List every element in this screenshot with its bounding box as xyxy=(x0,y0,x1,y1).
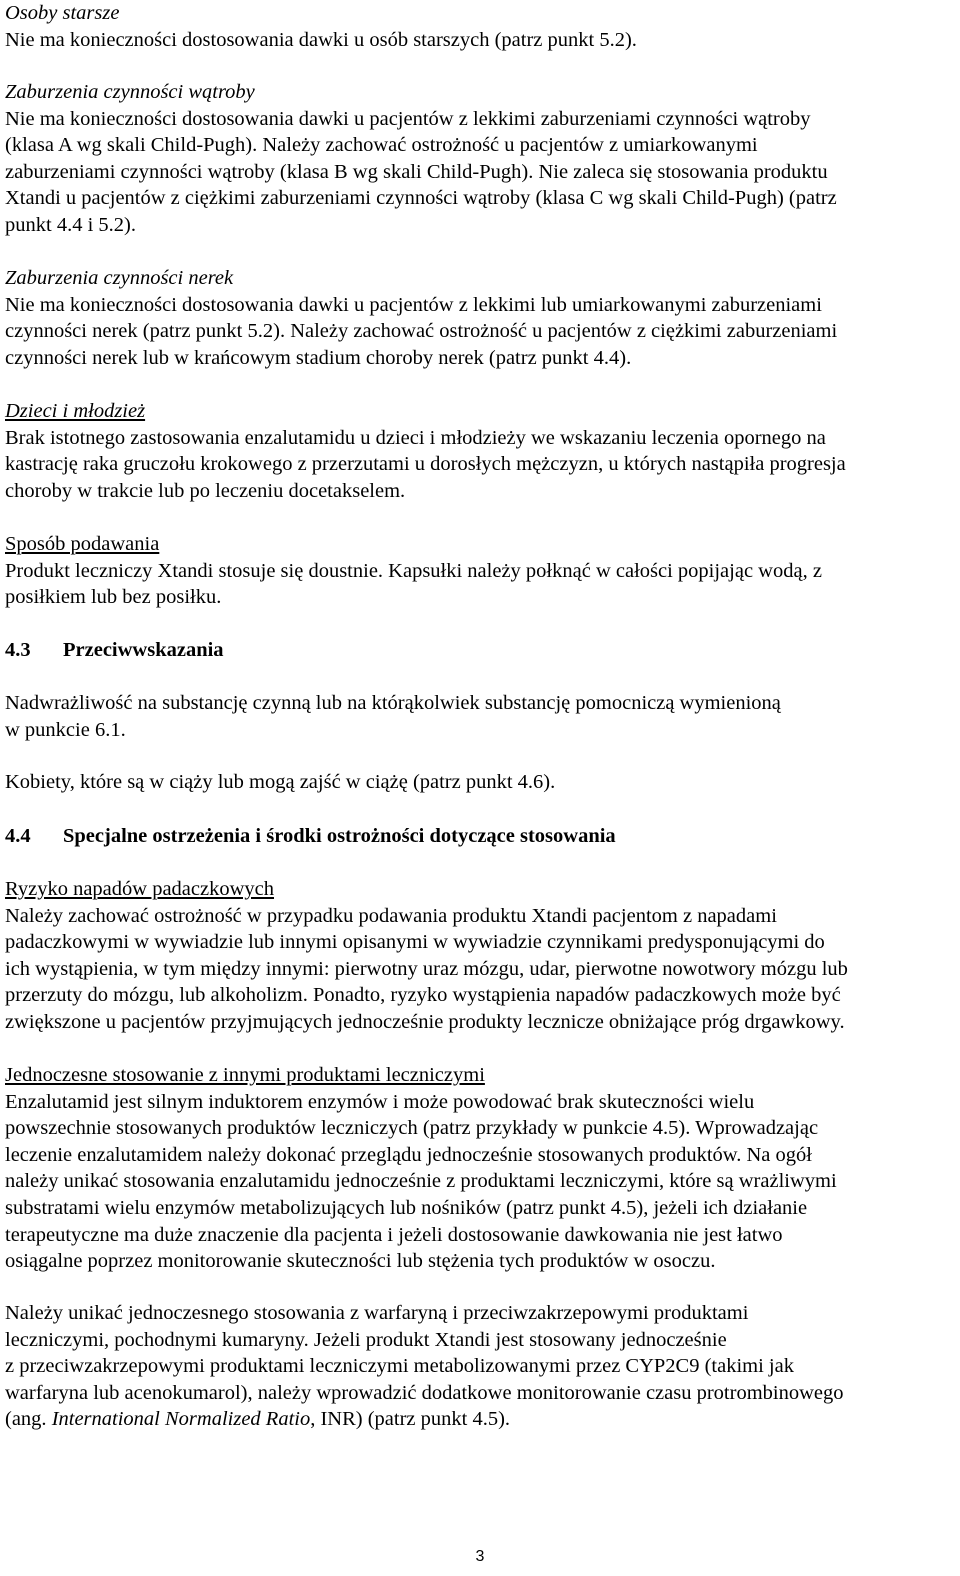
section-4-3-title xyxy=(5,637,955,664)
page-number: 3 xyxy=(475,1548,485,1565)
text-line: Nadwrażliwość na substancję czynną lub na którąkolwiek substancję pomocniczą wymienioną xyxy=(5,692,781,714)
text-line: Enzalutamid jest silnym induktorem enzymów i może powodować brak skuteczności wielu xyxy=(5,1090,755,1113)
text-line: leczniczymi, pochodnymi kumaryny. Jeżeli produkt Xtandi jest stosowany jednocześnie xyxy=(5,1328,727,1351)
warfarin-section xyxy=(5,1300,955,1433)
text-line: terapeutyczne ma duże znaczenie dla pacjenta i jeżeli dostosowanie dawkowania nie jest łatwo xyxy=(5,1223,783,1246)
contraindications-para-1 xyxy=(5,690,955,743)
liver-text xyxy=(5,106,955,239)
section-number: 4.4 xyxy=(5,825,31,847)
text-line: punkt 4.4 i 5.2). xyxy=(5,213,136,236)
section-number: 4.3 xyxy=(5,639,31,661)
text-line: Brak istotnego zastosowania enzalutamidu u dzieci i młodzieży we wskazaniu leczenia opornego na xyxy=(5,426,826,449)
seizures-heading: Ryzyko napadów padaczkowych xyxy=(5,878,275,900)
text-line: powszechnie stosowanych produktów leczniczych (patrz przykłady w punkcie 4.5). Wprowadzając xyxy=(5,1117,819,1140)
section-4-3 xyxy=(5,637,955,664)
text-line: warfaryna lub acenokumarol), należy wprowadzić dodatkowe monitorowanie czasu protrombinowego xyxy=(5,1381,844,1404)
text-line: Produkt leczniczy Xtandi stosuje się doustnie. Kapsułki należy połknąć w całości popijając wodą, z xyxy=(5,559,822,582)
kidney-text xyxy=(5,292,955,372)
section-4-4 xyxy=(5,823,955,850)
section-title: Przeciwwskazania xyxy=(63,639,224,661)
text-line: substratami wielu enzymów metabolizujących lub nośników (patrz punkt 4.5), jeżeli ich działanie xyxy=(5,1196,808,1219)
text-fragment: (ang. xyxy=(5,1408,52,1431)
text-line xyxy=(5,1406,955,1433)
children-section xyxy=(5,398,955,504)
section-4-4-title xyxy=(5,823,955,850)
liver-section xyxy=(5,79,955,239)
text-line: Należy unikać jednoczesnego stosowania z warfaryną i przeciwzakrzepowymi produktami xyxy=(5,1302,749,1324)
text-line: z przeciwzakrzepowymi produktami leczniczymi metabolizowanymi przez CYP2C9 (takimi jak xyxy=(5,1355,794,1378)
text-line: zwiększone u pacjentów przyjmujących jednocześnie produkty lecznicze obniżające próg drgawkowy. xyxy=(5,1010,845,1033)
text-line: Nie ma konieczności dostosowania dawki u pacjentów z lekkimi lub umiarkowanymi zaburzeniami xyxy=(5,293,822,316)
text-line: należy unikać stosowania enzalutamidu jednocześnie z produktami leczniczymi, które są wrażliwymi xyxy=(5,1170,837,1193)
text-line: w punkcie 6.1. xyxy=(5,718,126,741)
warfarin-text xyxy=(5,1300,955,1433)
text-line: padaczkowymi w wywiadzie lub innymi opisanymi w wywiadzie czynnikami predysponującymi do xyxy=(5,931,825,954)
text-line: czynności nerek (patrz punkt 5.2). Należy zachować ostrożność u pacjentów z ciężkimi zaburzeniami xyxy=(5,320,838,343)
administration-section xyxy=(5,531,955,611)
paragraph: Kobiety, które są w ciąży lub mogą zajść w ciążę (patrz punkt 4.6). xyxy=(5,771,556,793)
section-title: Specjalne ostrzeżenia i środki ostrożności dotyczące stosowania xyxy=(63,825,616,847)
concomitant-heading: Jednoczesne stosowanie z innymi produktami leczniczymi xyxy=(5,1064,485,1086)
text-line: (klasa A wg skali Child-Pugh). Należy zachować ostrożność u pacjentów z umiarkowanymi xyxy=(5,134,758,157)
children-heading: Dzieci i młodzież xyxy=(5,400,146,422)
text-line: osiągalne poprzez monitorowanie skuteczności lub stężenia tych produktów w osoczu. xyxy=(5,1250,716,1273)
elderly-heading: Osoby starsze xyxy=(5,2,120,24)
text-line: zaburzeniami czynności wątroby (klasa B wg skali Child-Pugh). Nie zaleca się stosowania produktu xyxy=(5,160,828,183)
text-line: ich wystąpienia, w tym między innymi: pierwotny uraz mózgu, udar, pierwotne nowotwory mózgu lub xyxy=(5,957,848,980)
liver-heading: Zaburzenia czynności wątroby xyxy=(5,81,255,103)
text-line: przerzuty do mózgu, lub alkoholizm. Ponadto, ryzyko wystąpienia napadów padaczkowych może być xyxy=(5,984,841,1007)
text-line: choroby w trakcie lub po leczeniu docetakselem. xyxy=(5,479,406,502)
text-line: Należy zachować ostrożność w przypadku podawania produktu Xtandi pacjentom z napadami xyxy=(5,904,777,927)
children-text xyxy=(5,425,955,505)
concomitant-text xyxy=(5,1089,955,1275)
text-line: posiłkiem lub bez posiłku. xyxy=(5,586,222,609)
elderly-text: Nie ma konieczności dostosowania dawki u osób starszych (patrz punkt 5.2). xyxy=(5,28,637,51)
elderly-section xyxy=(5,0,955,53)
kidney-section xyxy=(5,265,955,371)
kidney-heading: Zaburzenia czynności nerek xyxy=(5,267,234,289)
seizures-text xyxy=(5,903,955,1036)
concomitant-section xyxy=(5,1062,955,1275)
text-line: Nie ma konieczności dostosowania dawki u pacjentów z lekkimi zaburzeniami czynności wątroby xyxy=(5,107,811,130)
text-line: czynności nerek lub w krańcowym stadium choroby nerek (patrz punkt 4.4). xyxy=(5,346,632,369)
administration-text xyxy=(5,558,955,611)
administration-heading: Sposób podawania xyxy=(5,533,160,555)
seizures-section xyxy=(5,876,955,1036)
text-line: leczenie enzalutamidem należy dokonać przeglądu jednocześnie stosowanych produktów. Na ogół xyxy=(5,1143,812,1166)
paragraph xyxy=(5,690,955,743)
italic-term: International Normalized Ratio xyxy=(51,1408,311,1431)
text-fragment: , INR) (patrz punkt 4.5). xyxy=(310,1408,511,1431)
text-line: kastrację raka gruczołu krokowego z przerzutami u dorosłych mężczyzn, u których nastąpiła progresja xyxy=(5,453,846,476)
contraindications-para-2 xyxy=(5,769,955,796)
text-line: Xtandi u pacjentów z ciężkimi zaburzeniami czynności wątroby (klasa C wg skali Child-Pugh) (patrz xyxy=(5,187,837,210)
